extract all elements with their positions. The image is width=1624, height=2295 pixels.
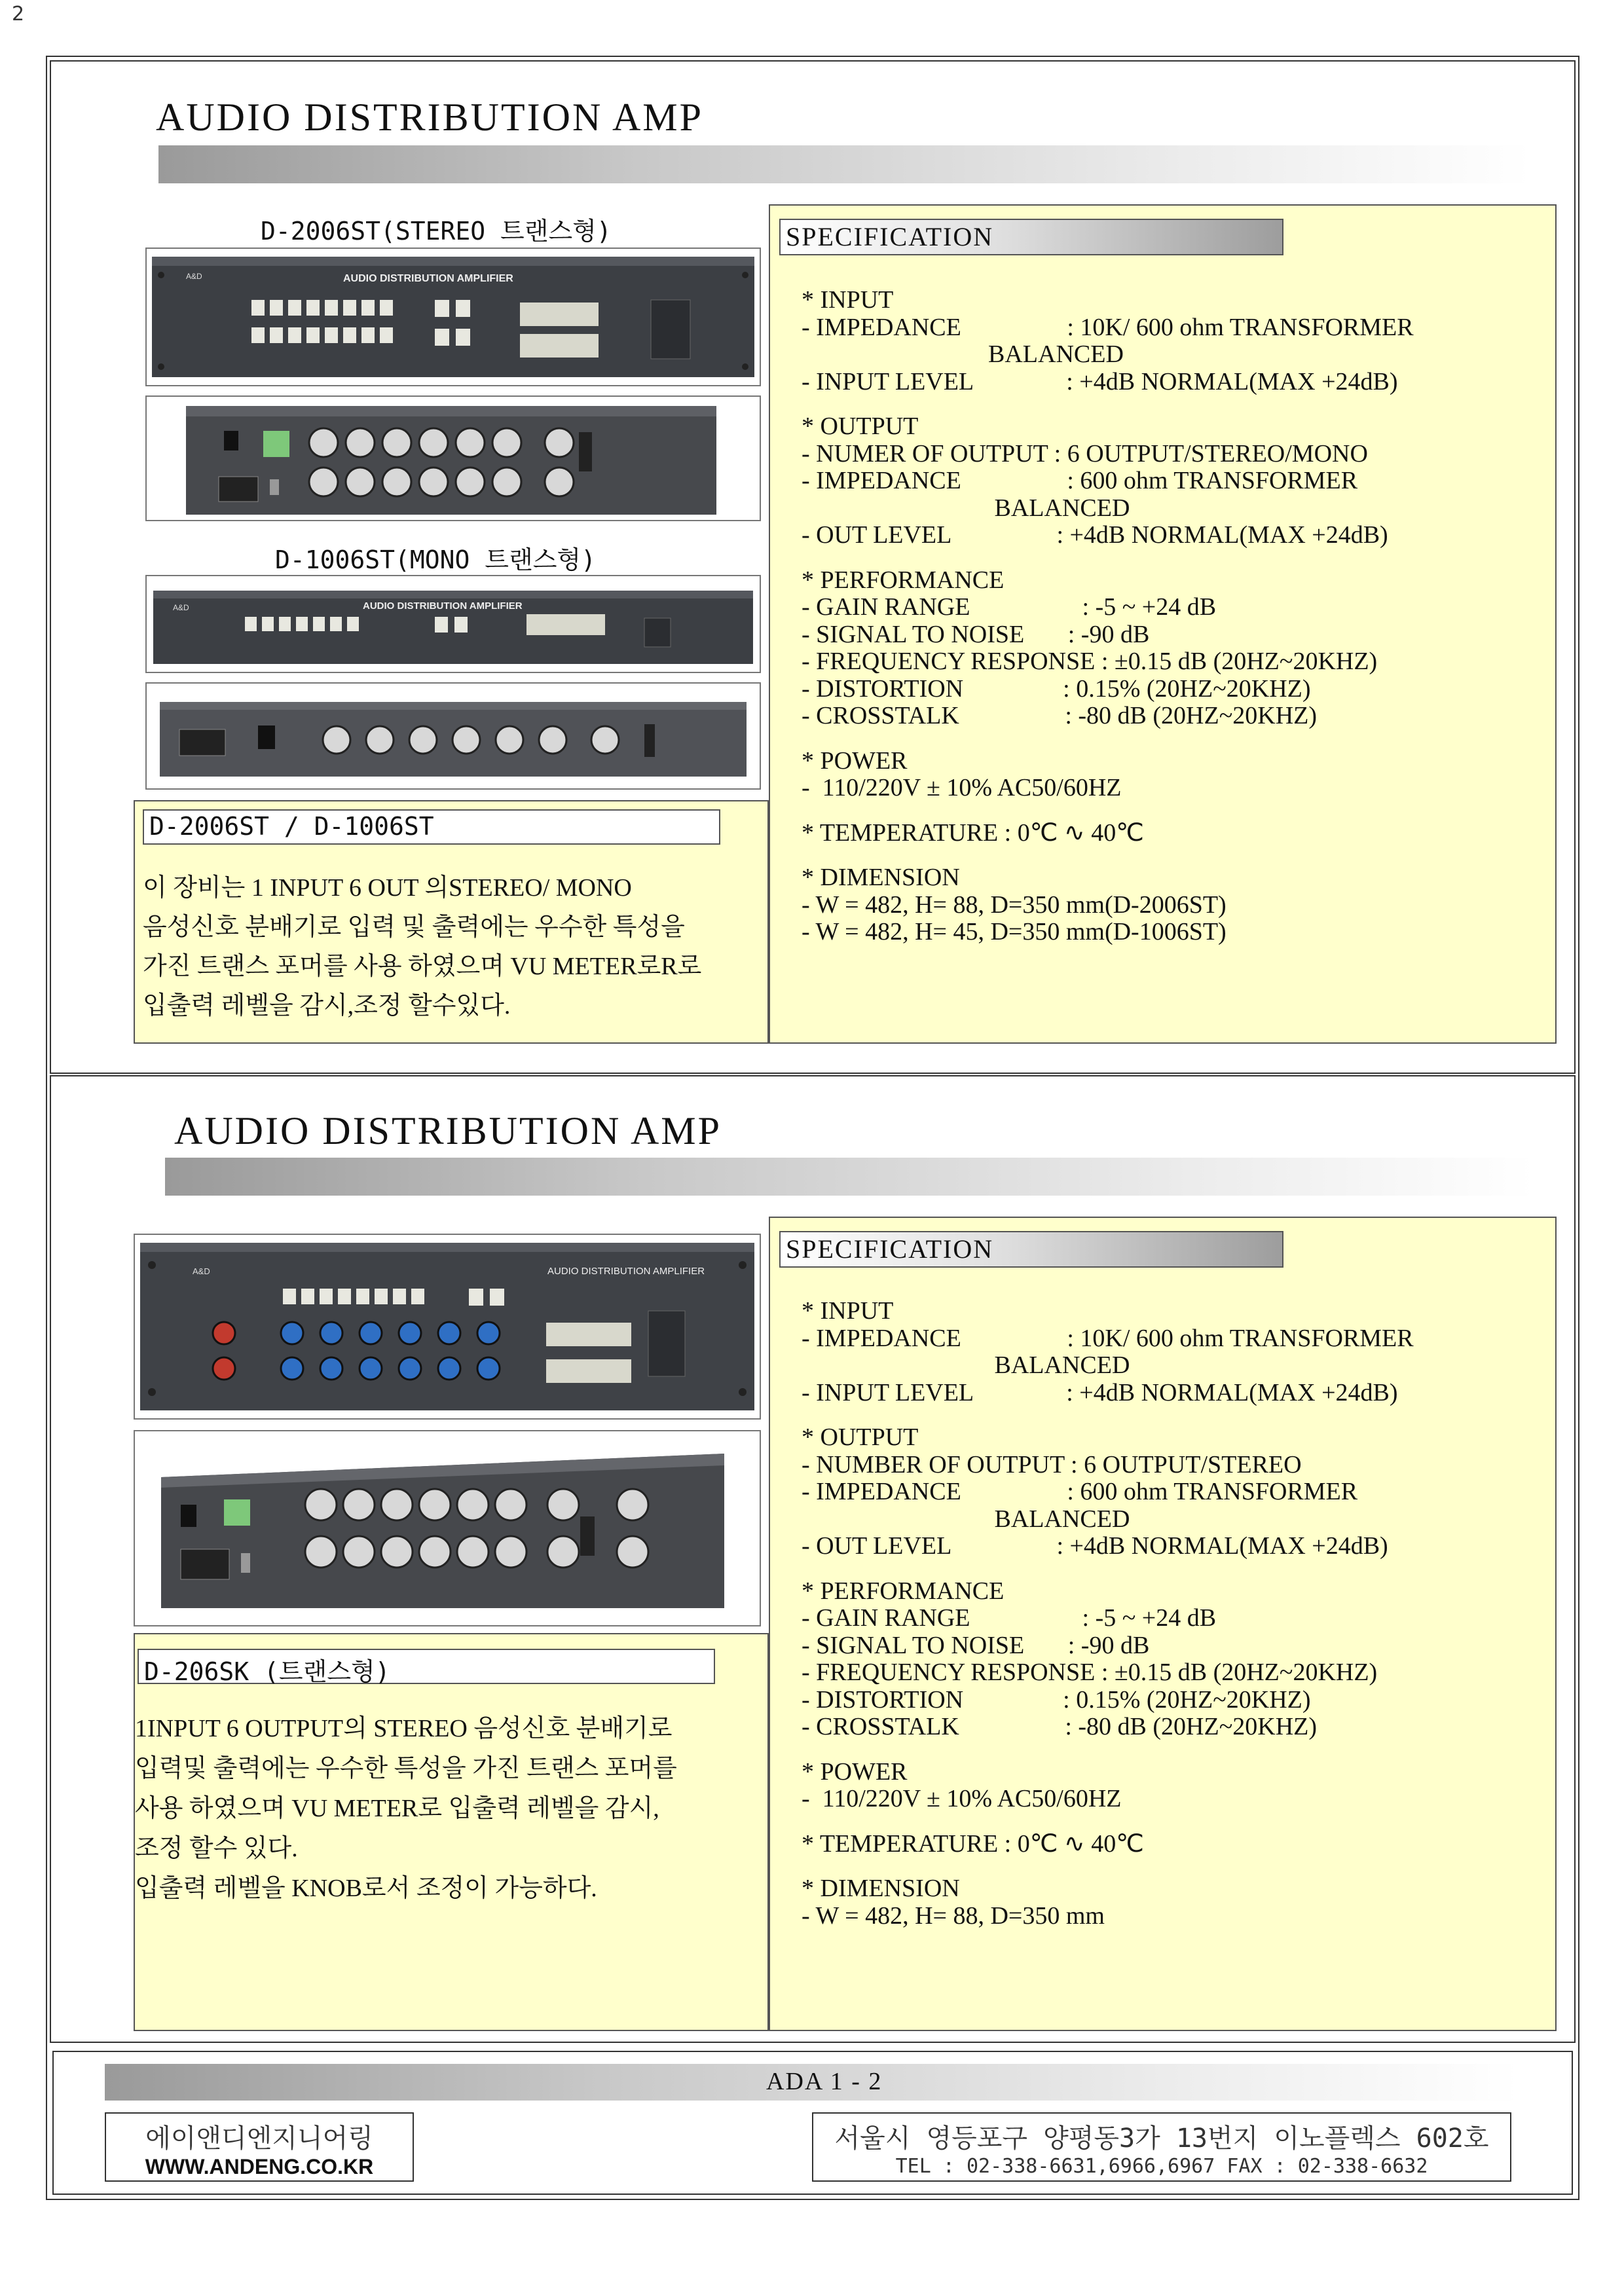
spec-line: - W = 482, H= 88, D=350 mm(D-2006ST) (802, 890, 1227, 919)
spec-line: - INPUT LEVEL : +4dB NORMAL(MAX +24dB) (802, 1378, 1398, 1406)
spec-line: - OUT LEVEL : +4dB NORMAL(MAX +24dB) (802, 1532, 1388, 1560)
photo-d2006st-front (145, 248, 761, 386)
spec-line: - CROSSTALK : -80 dB (20HZ~20KHZ) (802, 702, 1317, 729)
spec-line: * TEMPERATURE : 0℃ ∿ 40℃ (802, 1829, 1144, 1858)
spec-line: - W = 482, H= 88, D=350 mm (802, 1901, 1105, 1930)
page-code: ADA 1 - 2 (766, 2068, 883, 2095)
description-line: 입력및 출력에는 우수한 특성을 가진 트랜스 포머를 (135, 1755, 677, 1782)
photo-d1006st-rear (145, 682, 761, 790)
description-line: 음성신호 분배기로 입력 및 출력에는 우수한 특성을 (143, 913, 685, 941)
spec-line: - GAIN RANGE : -5 ~ +24 dB (802, 593, 1217, 621)
spec-gap (802, 1858, 1548, 1875)
specification-heading-1: SPECIFICATION (779, 219, 1283, 255)
spec-line: - DISTORTION : 0.15% (20HZ~20KHZ) (802, 674, 1311, 703)
spec-line: * PERFORMANCE (802, 1577, 1005, 1605)
spec-line: BALANCED (802, 494, 1130, 522)
spec-line: BALANCED (802, 1351, 1130, 1379)
spec-gap (802, 549, 1548, 567)
section-2-title-bar (165, 1158, 1534, 1196)
spec-line: - SIGNAL TO NOISE : -90 dB (802, 620, 1150, 648)
spec-line: - W = 482, H= 45, D=350 mm(D-1006ST) (802, 918, 1227, 946)
spec-line: - FREQUENCY RESPONSE : ±0.15 dB (20HZ~20KHZ) (802, 1659, 1378, 1686)
panel-label-2: AUDIO DISTRIBUTION AMPLIFIER (363, 600, 523, 612)
d206sk-front-panel-image (135, 1235, 760, 1418)
spec-gap (802, 730, 1548, 748)
section-2-title: AUDIO DISTRIBUTION AMP (174, 1109, 722, 1152)
section-1-title-bar (158, 145, 1530, 183)
spec-line: - IMPEDANCE : 600 ohm TRANSFORMER (802, 467, 1358, 494)
spec-line: * PERFORMANCE (802, 566, 1005, 594)
d2006st-rear-panel-image (147, 397, 760, 520)
description-text-1 (143, 868, 765, 1025)
specification-heading-2: SPECIFICATION (779, 1231, 1283, 1268)
svg-text:A&D: A&D (193, 1266, 210, 1276)
spec-gap (802, 802, 1548, 820)
panel-label-3: AUDIO DISTRIBUTION AMPLIFIER (547, 1266, 705, 1277)
company-address: 서울시 영등포구 양평동3가 13번지 이노플렉스 602호 (834, 2123, 1489, 2154)
description-line: 이 장비는 1 INPUT 6 OUT 의STEREO/ MONO (143, 874, 632, 902)
description-line: 사용 하였으며 VU METER로 입출력 레벨을 감시, (135, 1795, 659, 1822)
spec-line: * POWER (802, 746, 908, 775)
spec-line: - FREQUENCY RESPONSE : ±0.15 dB (20HZ~20KHZ) (802, 648, 1378, 675)
spec-line: - IMPEDANCE : 10K/ 600 ohm TRANSFORMER (802, 1324, 1414, 1352)
spec-line: * OUTPUT (802, 413, 919, 440)
photo-d1006st-front (145, 575, 761, 673)
description-line: 가진 트랜스 포머를 사용 하였으며 VU METER로R로 (143, 953, 702, 980)
description-line: 입출력 레벨을 감시,조정 할수있다. (143, 992, 511, 1019)
company-name: 에이앤디엔지니어링 (145, 2123, 373, 2154)
spec-line: - IMPEDANCE : 10K/ 600 ohm TRANSFORMER (802, 313, 1414, 341)
spec-gap (802, 395, 1548, 413)
description-line: 입출력 레벨을 KNOB로서 조정이 가능하다. (135, 1875, 597, 1902)
spec-gap (802, 1813, 1548, 1831)
spec-line: - GAIN RANGE : -5 ~ +24 dB (802, 1604, 1217, 1632)
spec-line: - 110/220V ± 10% AC50/60HZ (802, 774, 1122, 801)
photo-d2006st-rear (145, 395, 761, 521)
spec-line: * INPUT (802, 286, 894, 314)
spec-gap (802, 1741, 1548, 1759)
company-tel-fax: TEL : 02-338-6631,6966,6967 FAX : 02-338-6632 (895, 2155, 1428, 2178)
description-text-2 (135, 1709, 764, 1909)
spec-line: - OUT LEVEL : +4dB NORMAL(MAX +24dB) (802, 521, 1388, 549)
company-website-link[interactable]: WWW.ANDENG.CO.KR (145, 2155, 374, 2178)
d1006st-front-panel-image (147, 576, 760, 672)
company-box (105, 2112, 414, 2182)
description-line: 조정 할수 있다. (135, 1835, 298, 1862)
spec-line: BALANCED (802, 1505, 1130, 1533)
caption-d2006st-stereo: D-2006ST(STEREO 트랜스형) (261, 217, 612, 246)
address-box (812, 2112, 1511, 2182)
svg-text:A&D: A&D (173, 603, 189, 612)
specification-list-1 (802, 287, 1548, 946)
spec-line: - SIGNAL TO NOISE : -90 dB (802, 1631, 1150, 1659)
d206sk-rear-panel-image (135, 1431, 760, 1625)
svg-text:A&D: A&D (186, 272, 202, 281)
spec-line: - INPUT LEVEL : +4dB NORMAL(MAX +24dB) (802, 367, 1398, 395)
model-label-d2006st-d1006st: D-2006ST / D-1006ST (143, 809, 720, 845)
caption-d1006st-mono: D-1006ST(MONO 트랜스형) (275, 545, 597, 574)
d2006st-front-panel-image (147, 249, 760, 385)
spec-line: - NUMBER OF OUTPUT : 6 OUTPUT/STEREO (802, 1450, 1302, 1478)
d1006st-rear-panel-image (147, 684, 760, 788)
photo-d206sk-rear (134, 1430, 761, 1626)
spec-gap (802, 1406, 1548, 1424)
spec-line: * DIMENSION (802, 1875, 960, 1902)
spec-gap (802, 847, 1548, 864)
spec-line: - 110/220V ± 10% AC50/60HZ (802, 1785, 1122, 1812)
specification-list-2 (802, 1298, 1548, 1930)
page-number: 2 (12, 3, 25, 26)
spec-line: - IMPEDANCE : 600 ohm TRANSFORMER (802, 1478, 1358, 1505)
spec-line: - CROSSTALK : -80 dB (20HZ~20KHZ) (802, 1713, 1317, 1740)
spec-line: * DIMENSION (802, 864, 960, 891)
spec-line: * INPUT (802, 1297, 894, 1325)
photo-d206sk-front (134, 1234, 761, 1420)
spec-line: * OUTPUT (802, 1423, 919, 1451)
spec-gap (802, 1560, 1548, 1578)
spec-line: * POWER (802, 1757, 908, 1786)
section-1-title: AUDIO DISTRIBUTION AMP (156, 96, 704, 139)
spec-line: * TEMPERATURE : 0℃ ∿ 40℃ (802, 818, 1144, 847)
spec-line: BALANCED (802, 340, 1124, 368)
panel-label-1: AUDIO DISTRIBUTION AMPLIFIER (343, 273, 513, 284)
description-line: 1INPUT 6 OUTPUT의 STEREO 음성신호 분배기로 (135, 1715, 673, 1742)
spec-line: - DISTORTION : 0.15% (20HZ~20KHZ) (802, 1685, 1311, 1714)
model-label-d206sk: D-206SK (트랜스형) (138, 1649, 715, 1684)
spec-line: - NUMER OF OUTPUT : 6 OUTPUT/STEREO/MONO (802, 439, 1368, 468)
